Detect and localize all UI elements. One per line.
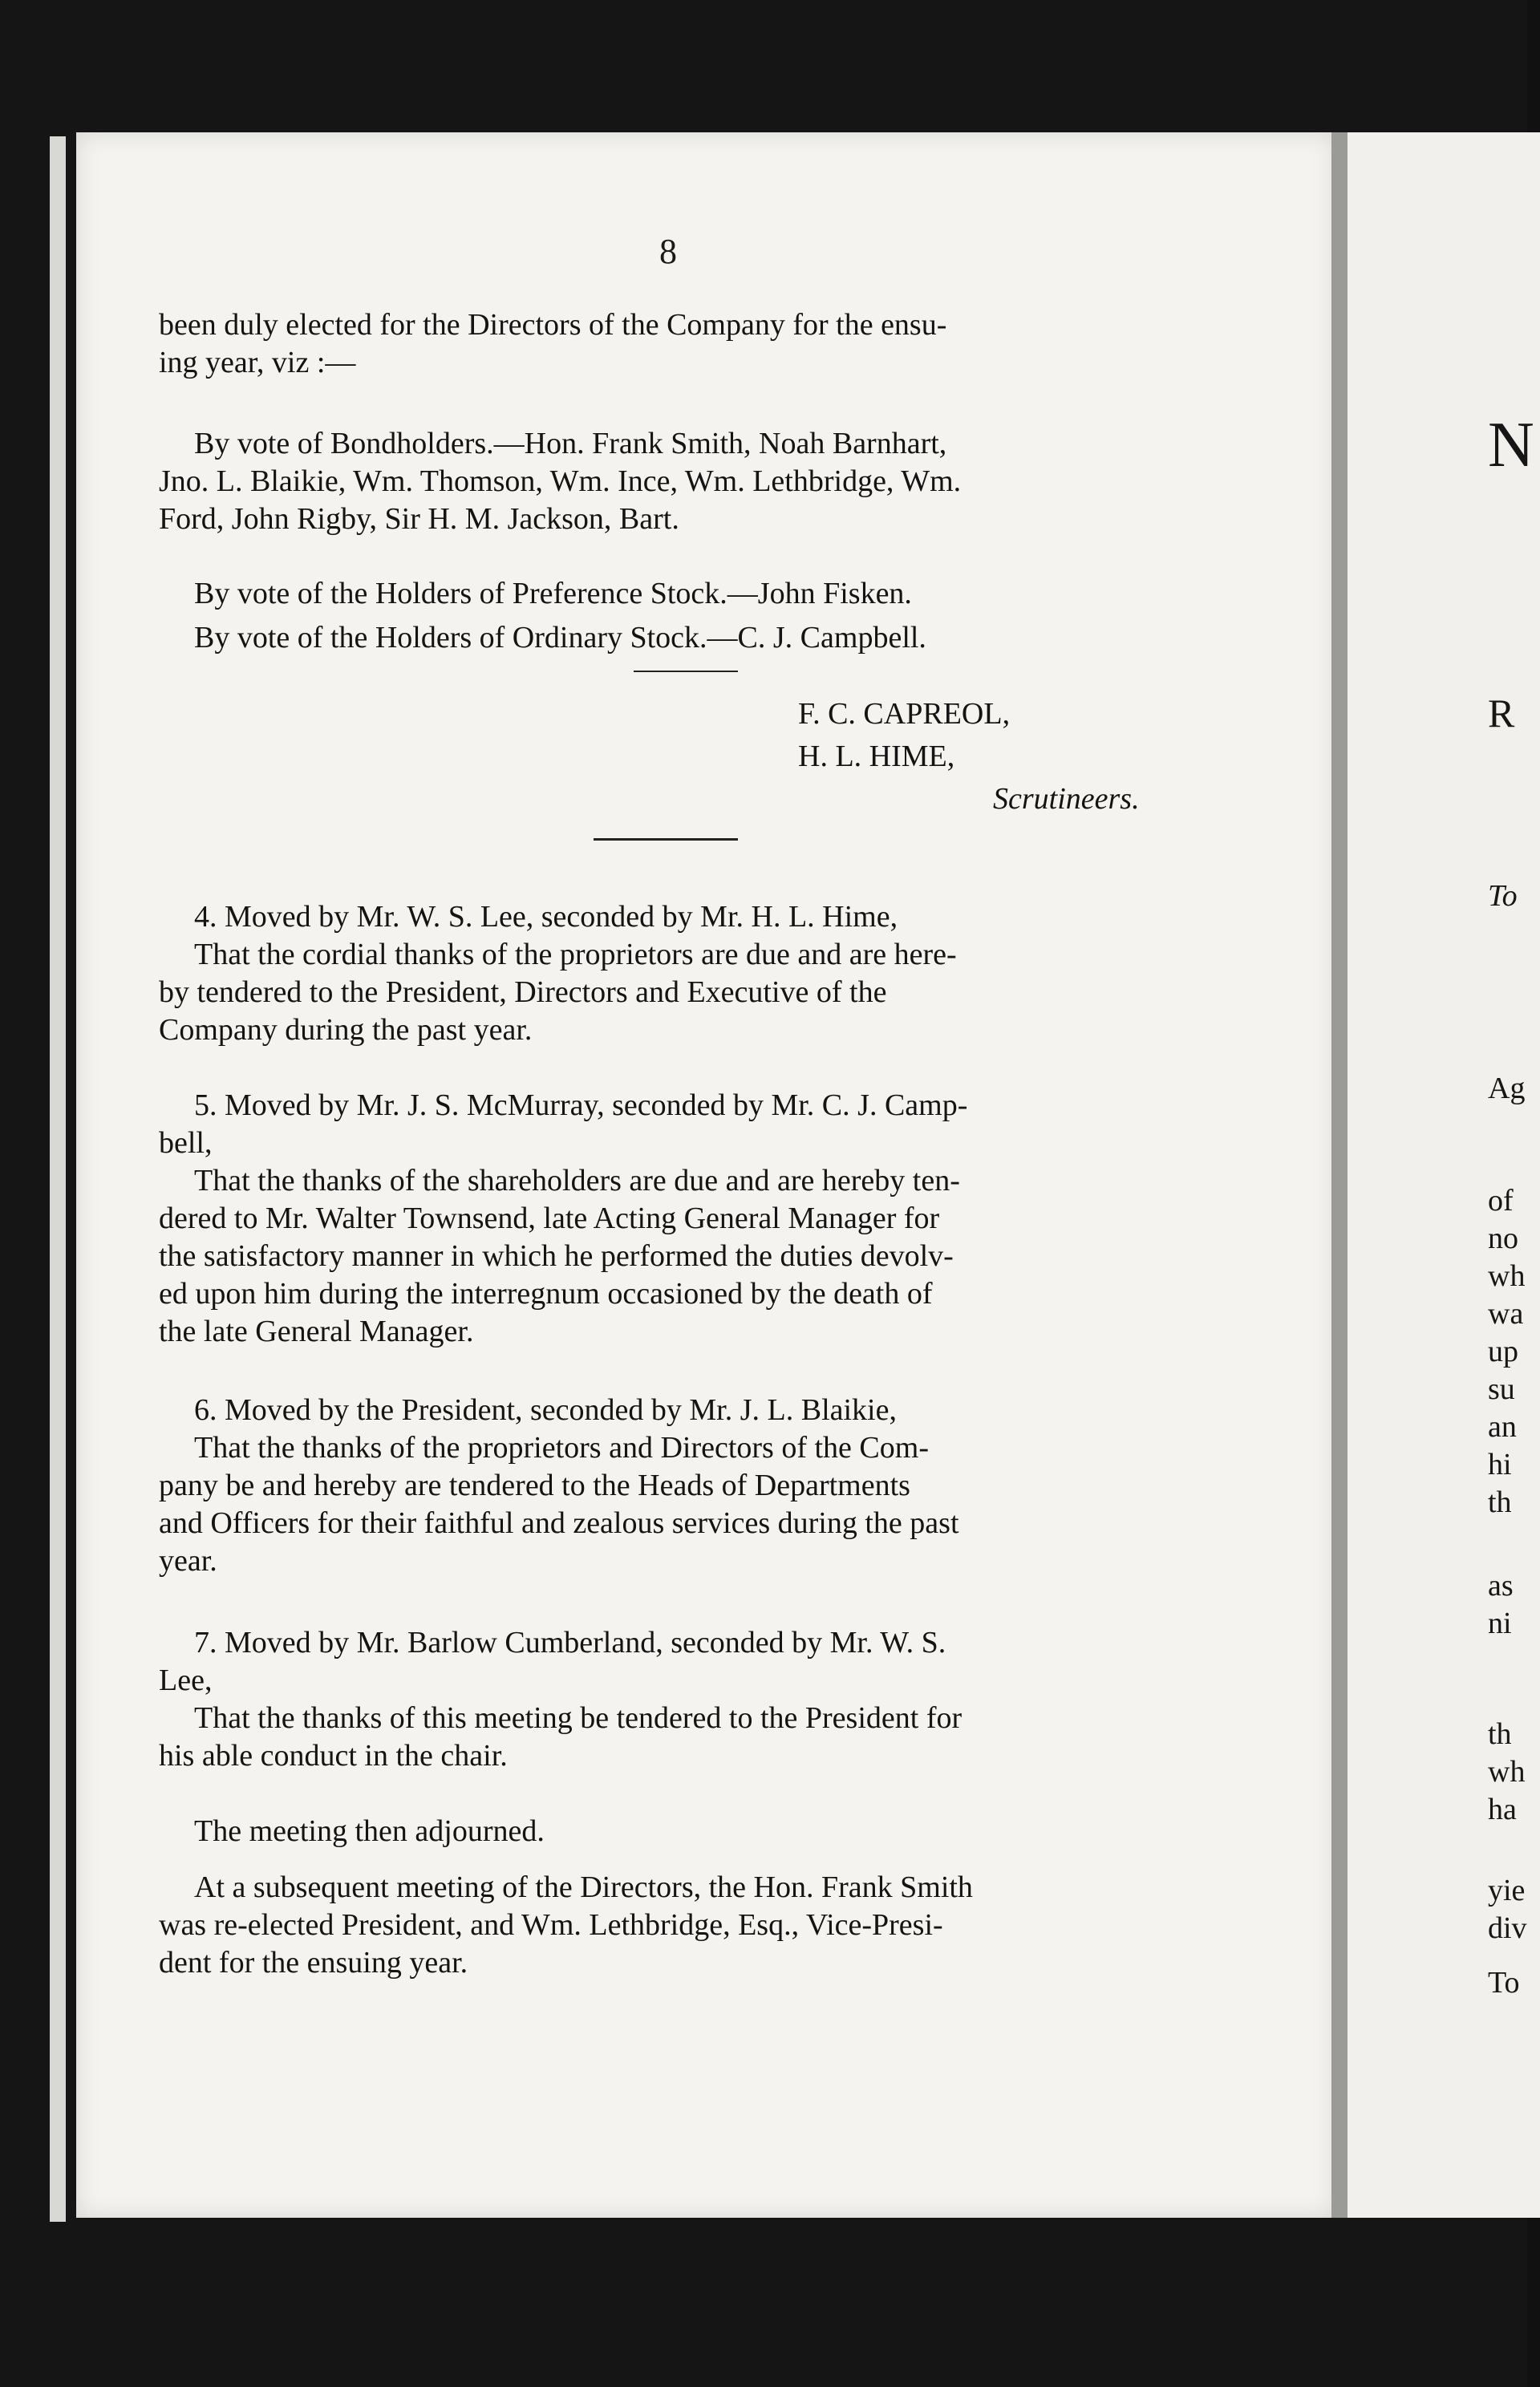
facing-page-fragment: ni — [1488, 1607, 1512, 1640]
text-line: Ford, John Rigby, Sir H. M. Jackson, Bart. — [159, 502, 679, 536]
text-line: By vote of the Holders of Preference Stock.—John Fisken. — [194, 577, 912, 610]
scrutineer-name-capreol: F. C. CAPREOL, — [798, 697, 1011, 731]
facing-page-fragment: wh — [1488, 1259, 1526, 1293]
facing-page-fragment: th — [1488, 1485, 1512, 1519]
text-line: That the cordial thanks of the proprietors are due and are here- — [194, 938, 957, 971]
text-line: his able conduct in the chair. — [159, 1739, 508, 1773]
facing-page-fragment: no — [1488, 1222, 1518, 1255]
preference-stock-line — [159, 575, 1179, 613]
motion-4 — [159, 898, 1179, 1049]
text-line: the satisfactory manner in which he performed the duties devolv- — [159, 1239, 954, 1273]
text-line: dered to Mr. Walter Townsend, late Acting General Manager for — [159, 1202, 940, 1235]
text-line: and Officers for their faithful and zealous services during the past — [159, 1506, 959, 1540]
text-line: Lee, — [159, 1664, 213, 1697]
adjourned-line — [159, 1813, 1179, 1850]
page-number: 8 — [659, 232, 677, 271]
facing-page-fragment: wa — [1488, 1297, 1524, 1331]
facing-page-fragment: su — [1488, 1372, 1515, 1406]
text-line: That the thanks of the proprietors and Directors of the Com- — [194, 1431, 929, 1465]
text-line: The meeting then adjourned. — [194, 1814, 545, 1848]
text-line: pany be and hereby are tendered to the Heads of Departments — [159, 1469, 910, 1502]
text-line: dent for the ensuing year. — [159, 1946, 468, 1980]
facing-page-fragment: ha — [1488, 1793, 1517, 1826]
facing-page-fragment: Ag — [1488, 1072, 1526, 1105]
text-line: At a subsequent meeting of the Directors, the Hon. Frank Smith — [194, 1870, 973, 1904]
scrutineers-role: Scrutineers. — [993, 782, 1140, 816]
facing-page-fragment: N — [1488, 410, 1534, 480]
facing-page-fragment: th — [1488, 1717, 1512, 1751]
text-line: That the thanks of the shareholders are due and are hereby ten- — [194, 1164, 960, 1198]
short-divider — [634, 671, 738, 672]
text-line: ed upon him during the interregnum occasioned by the death of — [159, 1277, 933, 1311]
scrutineer-name-hime: H. L. HIME, — [798, 740, 955, 773]
facing-page-fragment: R — [1488, 691, 1515, 736]
text-line: ing year, viz :— — [159, 346, 356, 379]
motion-6 — [159, 1392, 1179, 1580]
ordinary-stock-line — [159, 619, 1179, 657]
text-line: been duly elected for the Directors of the Company for the ensu- — [159, 308, 947, 342]
page-edge — [50, 136, 66, 2222]
facing-page-fragment: an — [1488, 1410, 1517, 1444]
text-line: bell, — [159, 1126, 213, 1160]
facing-page-fragment: To — [1488, 1966, 1520, 2000]
text-line: was re-elected President, and Wm. Lethbridge, Esq., Vice-Presi- — [159, 1908, 943, 1942]
motion-5 — [159, 1087, 1179, 1351]
facing-page-fragment: as — [1488, 1569, 1514, 1603]
facing-page-fragment: of — [1488, 1184, 1514, 1218]
text-line: By vote of the Holders of Ordinary Stock.—C. J. Campbell. — [194, 621, 926, 654]
motion-7 — [159, 1624, 1179, 1775]
facing-page-fragment: To — [1488, 879, 1518, 913]
text-line: Company during the past year. — [159, 1013, 533, 1047]
subsequent-meeting — [159, 1869, 1179, 1982]
text-line: That the thanks of this meeting be tendered to the President for — [194, 1701, 962, 1735]
facing-page-fragment: yie — [1488, 1874, 1526, 1907]
motion-heading: 7. Moved by Mr. Barlow Cumberland, seconded by Mr. W. S. — [194, 1626, 946, 1660]
text-line: year. — [159, 1544, 217, 1578]
text-line: By vote of Bondholders.—Hon. Frank Smith, Noah Barnhart, — [194, 427, 947, 460]
section-divider — [594, 838, 738, 841]
text-line: by tendered to the President, Directors and Executive of the — [159, 975, 887, 1009]
facing-page-fragment: wh — [1488, 1755, 1526, 1789]
bondholders-paragraph — [159, 425, 1179, 538]
motion-heading: 6. Moved by the President, seconded by Mr. J. L. Blaikie, — [194, 1393, 897, 1427]
motion-heading: 5. Moved by Mr. J. S. McMurray, seconded by Mr. C. J. Camp- — [194, 1088, 968, 1122]
opening-paragraph — [159, 306, 1179, 382]
text-line: the late General Manager. — [159, 1315, 474, 1348]
facing-page-fragment: hi — [1488, 1448, 1512, 1481]
facing-page-fragment: up — [1488, 1335, 1518, 1368]
facing-page-fragment: div — [1488, 1911, 1527, 1945]
motion-heading: 4. Moved by Mr. W. S. Lee, seconded by Mr. H. L. Hime, — [194, 900, 898, 934]
text-line: Jno. L. Blaikie, Wm. Thomson, Wm. Ince, Wm. Lethbridge, Wm. — [159, 464, 962, 498]
